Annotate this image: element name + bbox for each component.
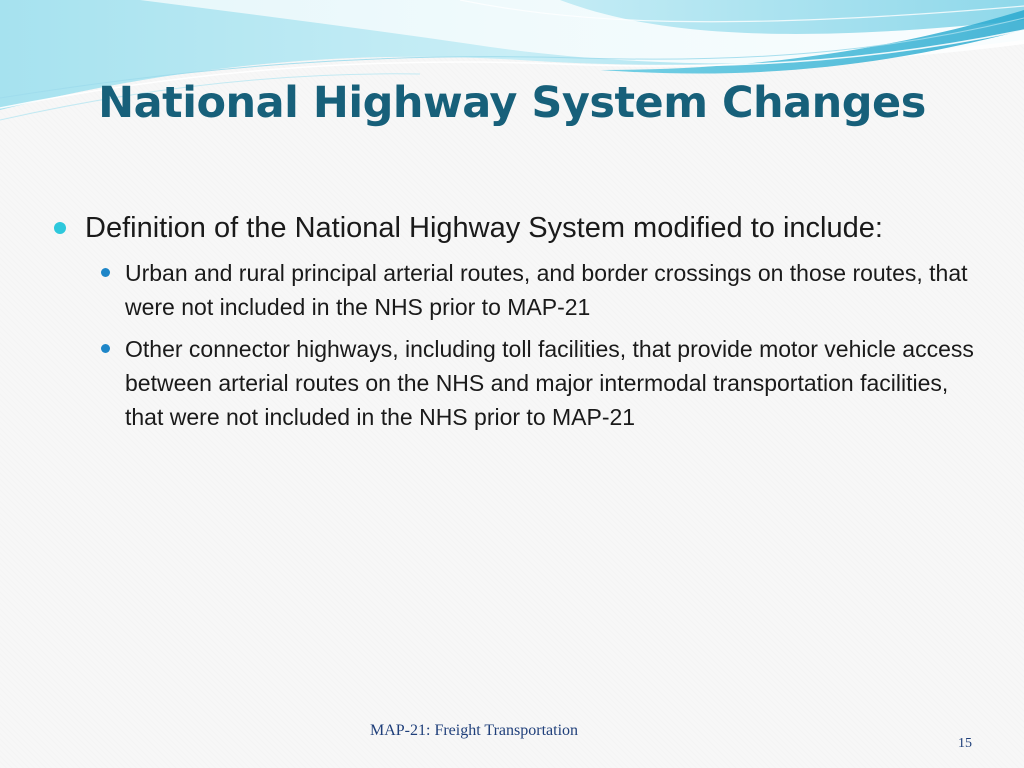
- sub-bullet-text: Urban and rural principal arterial routes, and border crossings on those routes, that were not included in the NHS prior to MAP-21: [125, 260, 968, 320]
- bullet-item-level1: [52, 208, 982, 248]
- bullet-item-level2: [125, 256, 982, 324]
- bullet-dot-icon: [54, 222, 66, 234]
- bullet-text: Definition of the National Highway System modified to include:: [85, 212, 883, 244]
- sub-bullet-dot-icon: [101, 268, 110, 277]
- bullet-list: [52, 208, 982, 442]
- sub-bullet-list: [52, 256, 982, 434]
- page-number: 15: [958, 736, 972, 751]
- sub-bullet-dot-icon: [101, 344, 110, 353]
- slide-footer: MAP-21: Freight Transportation: [370, 722, 579, 739]
- slide-title: National Highway System Changes: [98, 78, 926, 128]
- bullet-item-level2: [125, 332, 982, 434]
- sub-bullet-text: Other connector highways, including toll facilities, that provide motor vehicle access between arterial routes on the NHS and major intermodal transportation facilities, that were not included in the NHS prior to MAP-21: [125, 336, 974, 430]
